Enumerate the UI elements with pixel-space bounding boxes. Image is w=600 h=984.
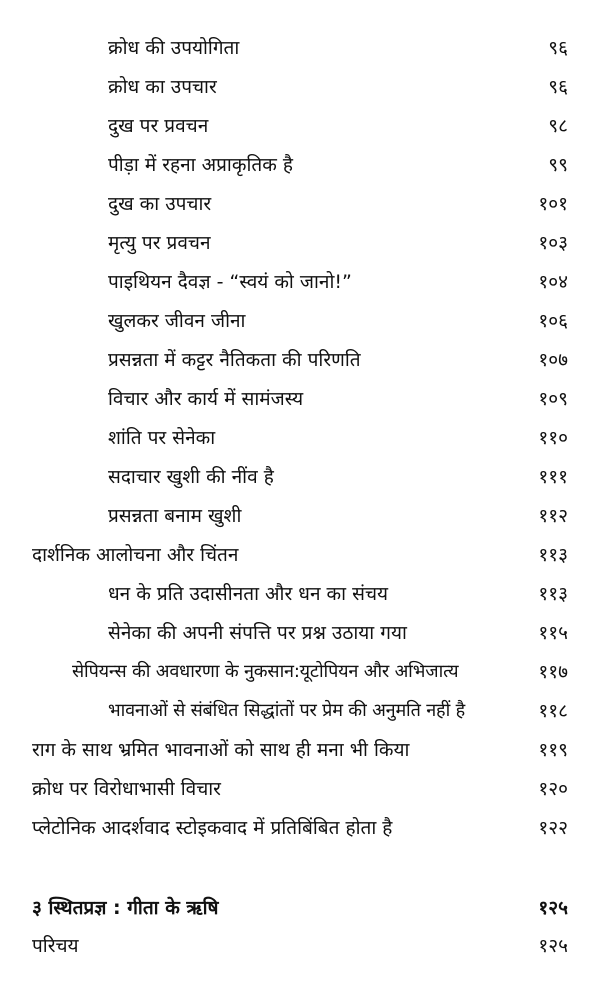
toc-entry-page: ११० xyxy=(538,427,568,449)
toc-entry-title: प्रसन्नता में कट्टर नैतिकता की परिणति xyxy=(108,349,361,371)
toc-entry-title: क्रोध की उपयोगिता xyxy=(108,37,240,59)
toc-entry xyxy=(0,931,600,961)
toc-entry-title: दार्शनिक आलोचना और चिंतन xyxy=(32,544,239,566)
toc-entry-page: १२२ xyxy=(538,817,568,839)
toc-entry-title: धन के प्रति उदासीनता और धन का संचय xyxy=(108,583,389,605)
toc-entry-title: क्रोध का उपचार xyxy=(108,76,217,98)
toc-entry xyxy=(0,72,600,102)
toc-entry xyxy=(0,111,600,141)
chapter-page: १२५ xyxy=(538,897,568,919)
toc-entry-page: १०७ xyxy=(538,349,568,371)
toc-entry-page: ११९ xyxy=(538,739,568,761)
toc-entry-title: क्रोध पर विरोधाभासी विचार xyxy=(32,778,221,800)
toc-entry-title: विचार और कार्य में सामंजस्य xyxy=(108,388,304,410)
toc-entry xyxy=(0,618,600,648)
toc-entry-title: पीड़ा में रहना अप्राकृतिक है xyxy=(108,154,293,176)
chapter-title: ३ स्थितप्रज्ञ : गीता के ऋषि xyxy=(32,897,219,919)
toc-entry-title: शांति पर सेनेका xyxy=(108,427,216,449)
toc-entry-title: दुख का उपचार xyxy=(108,193,212,215)
toc-entry xyxy=(0,267,600,297)
toc-entry-page: ११८ xyxy=(538,700,568,722)
toc-entry-page: १२५ xyxy=(538,935,568,957)
toc-entry-page: १०६ xyxy=(538,310,568,332)
toc-entry-page: १११ xyxy=(538,466,568,488)
toc-entry-title: प्रसन्नता बनाम खुशी xyxy=(108,505,242,527)
toc-section xyxy=(0,735,600,765)
toc-entry-title: राग के साथ भ्रमित भावनाओं को साथ ही मना भी किया xyxy=(32,739,410,761)
toc-entry xyxy=(0,579,600,609)
toc-entry-title: प्लेटोनिक आदर्शवाद स्टोइकवाद में प्रतिबिंबित होता है xyxy=(32,817,393,839)
toc-entry-title: सेनेका की अपनी संपत्ति पर प्रश्न उठाया गया xyxy=(108,622,407,644)
toc-entry-page: ९६ xyxy=(548,76,568,98)
toc-section xyxy=(0,813,600,843)
toc-entry-page: ११७ xyxy=(538,661,568,683)
toc-entry-page: ११५ xyxy=(538,622,568,644)
toc-entry xyxy=(0,345,600,375)
toc-entry-page: १०३ xyxy=(538,232,568,254)
toc-entry-title: पाइथियन दैवज्ञ - “स्वयं को जानो!” xyxy=(108,271,352,293)
toc-entry-page: ११३ xyxy=(538,583,568,605)
toc-entry xyxy=(0,462,600,492)
toc-entry xyxy=(0,228,600,258)
toc-entry-page: १०१ xyxy=(538,193,568,215)
toc-entry-page: ११३ xyxy=(538,544,568,566)
toc-section xyxy=(0,774,600,804)
toc-entry-page: १०९ xyxy=(538,388,568,410)
toc-entry-title: सदाचार खुशी की नींव है xyxy=(108,466,274,488)
toc-entry-title: परिचय xyxy=(32,935,79,957)
toc-entry-page: १२० xyxy=(538,778,568,800)
toc-entry xyxy=(0,189,600,219)
toc-entry-title: भावनाओं से संबंधित सिद्धांतों पर प्रेम की अनुमति नहीं है xyxy=(108,700,465,721)
toc-entry-page: ९९ xyxy=(548,154,568,176)
toc-entry-title: खुलकर जीवन जीना xyxy=(108,310,246,332)
toc-chapter-heading xyxy=(0,893,600,923)
toc-entry xyxy=(0,384,600,414)
toc-entry xyxy=(0,150,600,180)
toc-entry-page: ११२ xyxy=(538,505,568,527)
toc-entry xyxy=(0,657,600,687)
toc-entry xyxy=(0,33,600,63)
toc-section xyxy=(0,540,600,570)
toc-entry-page: १०४ xyxy=(538,271,568,293)
toc-entry-page: ९६ xyxy=(548,37,568,59)
toc-entry xyxy=(0,306,600,336)
toc-entry-title: मृत्यु पर प्रवचन xyxy=(108,232,211,254)
toc-entry xyxy=(0,501,600,531)
toc-entry-title: दुख पर प्रवचन xyxy=(108,115,209,137)
toc-entry xyxy=(0,696,600,726)
toc-entry xyxy=(0,423,600,453)
toc-entry-page: ९८ xyxy=(548,115,568,137)
toc-entry-title: सेपियन्स की अवधारणा के नुकसान:यूटोपियन और अभिजात्य xyxy=(72,661,459,682)
